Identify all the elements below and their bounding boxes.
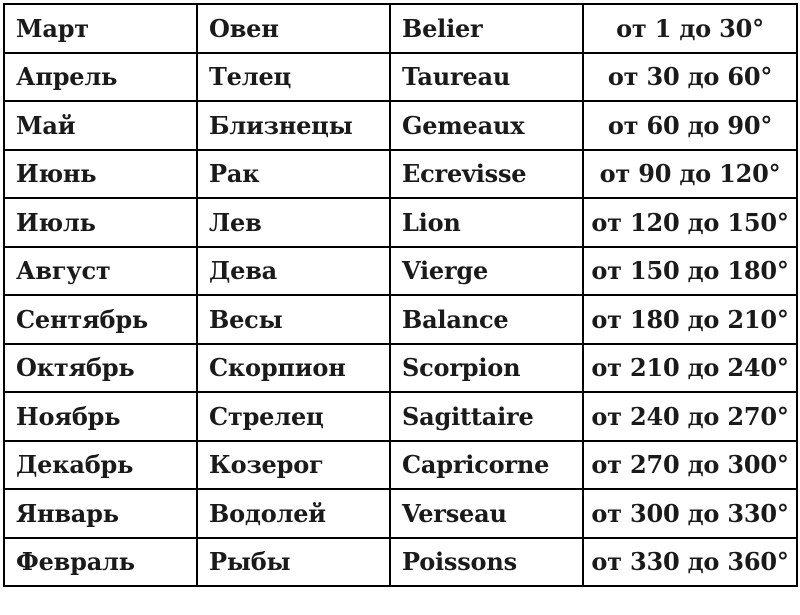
sign-ru-cell: Близнецы bbox=[197, 101, 390, 150]
degrees-cell: от 150 до 180° bbox=[583, 247, 797, 296]
table-row bbox=[4, 344, 797, 393]
table-row bbox=[4, 101, 797, 150]
table-row bbox=[4, 247, 797, 296]
sign-fr-cell: Sagittaire bbox=[390, 392, 583, 441]
sign-ru-cell: Рак bbox=[197, 150, 390, 199]
month-cell: Январь bbox=[4, 489, 197, 538]
degrees-cell: от 30 до 60° bbox=[583, 53, 797, 102]
degrees-cell: от 300 до 330° bbox=[583, 489, 797, 538]
sign-ru-cell: Лев bbox=[197, 198, 390, 247]
month-cell: Июль bbox=[4, 198, 197, 247]
month-cell: Февраль bbox=[4, 538, 197, 587]
degrees-cell: от 90 до 120° bbox=[583, 150, 797, 199]
sign-ru-cell: Овен bbox=[197, 4, 390, 53]
degrees-cell: от 330 до 360° bbox=[583, 538, 797, 587]
degrees-cell: от 120 до 150° bbox=[583, 198, 797, 247]
table-row bbox=[4, 295, 797, 344]
sign-ru-cell: Водолей bbox=[197, 489, 390, 538]
sign-fr-cell: Gemeaux bbox=[390, 101, 583, 150]
degrees-cell: от 240 до 270° bbox=[583, 392, 797, 441]
degrees-cell: от 270 до 300° bbox=[583, 441, 797, 490]
sign-fr-cell: Scorpion bbox=[390, 344, 583, 393]
sign-ru-cell: Козерог bbox=[197, 441, 390, 490]
sign-fr-cell: Poissons bbox=[390, 538, 583, 587]
sign-ru-cell: Дева bbox=[197, 247, 390, 296]
sign-ru-cell: Стрелец bbox=[197, 392, 390, 441]
table-row bbox=[4, 489, 797, 538]
table-row bbox=[4, 538, 797, 587]
month-cell: Август bbox=[4, 247, 197, 296]
month-cell: Сентябрь bbox=[4, 295, 197, 344]
sign-fr-cell: Vierge bbox=[390, 247, 583, 296]
table-row bbox=[4, 441, 797, 490]
sign-ru-cell: Весы bbox=[197, 295, 390, 344]
month-cell: Декабрь bbox=[4, 441, 197, 490]
degrees-cell: от 180 до 210° bbox=[583, 295, 797, 344]
table-row bbox=[4, 392, 797, 441]
month-cell: Октябрь bbox=[4, 344, 197, 393]
sign-fr-cell: Belier bbox=[390, 4, 583, 53]
table-row bbox=[4, 4, 797, 53]
sign-ru-cell: Телец bbox=[197, 53, 390, 102]
sign-ru-cell: Скорпион bbox=[197, 344, 390, 393]
sign-fr-cell: Capricorne bbox=[390, 441, 583, 490]
month-cell: Май bbox=[4, 101, 197, 150]
table-row bbox=[4, 53, 797, 102]
sign-fr-cell: Ecrevisse bbox=[390, 150, 583, 199]
degrees-cell: от 1 до 30° bbox=[583, 4, 797, 53]
sign-fr-cell: Taureau bbox=[390, 53, 583, 102]
month-cell: Ноябрь bbox=[4, 392, 197, 441]
month-cell: Март bbox=[4, 4, 197, 53]
degrees-cell: от 60 до 90° bbox=[583, 101, 797, 150]
degrees-cell: от 210 до 240° bbox=[583, 344, 797, 393]
sign-fr-cell: Balance bbox=[390, 295, 583, 344]
sign-ru-cell: Рыбы bbox=[197, 538, 390, 587]
month-cell: Апрель bbox=[4, 53, 197, 102]
sign-fr-cell: Verseau bbox=[390, 489, 583, 538]
zodiac-table bbox=[3, 3, 798, 587]
sign-fr-cell: Lion bbox=[390, 198, 583, 247]
month-cell: Июнь bbox=[4, 150, 197, 199]
table-row bbox=[4, 150, 797, 199]
table-row bbox=[4, 198, 797, 247]
